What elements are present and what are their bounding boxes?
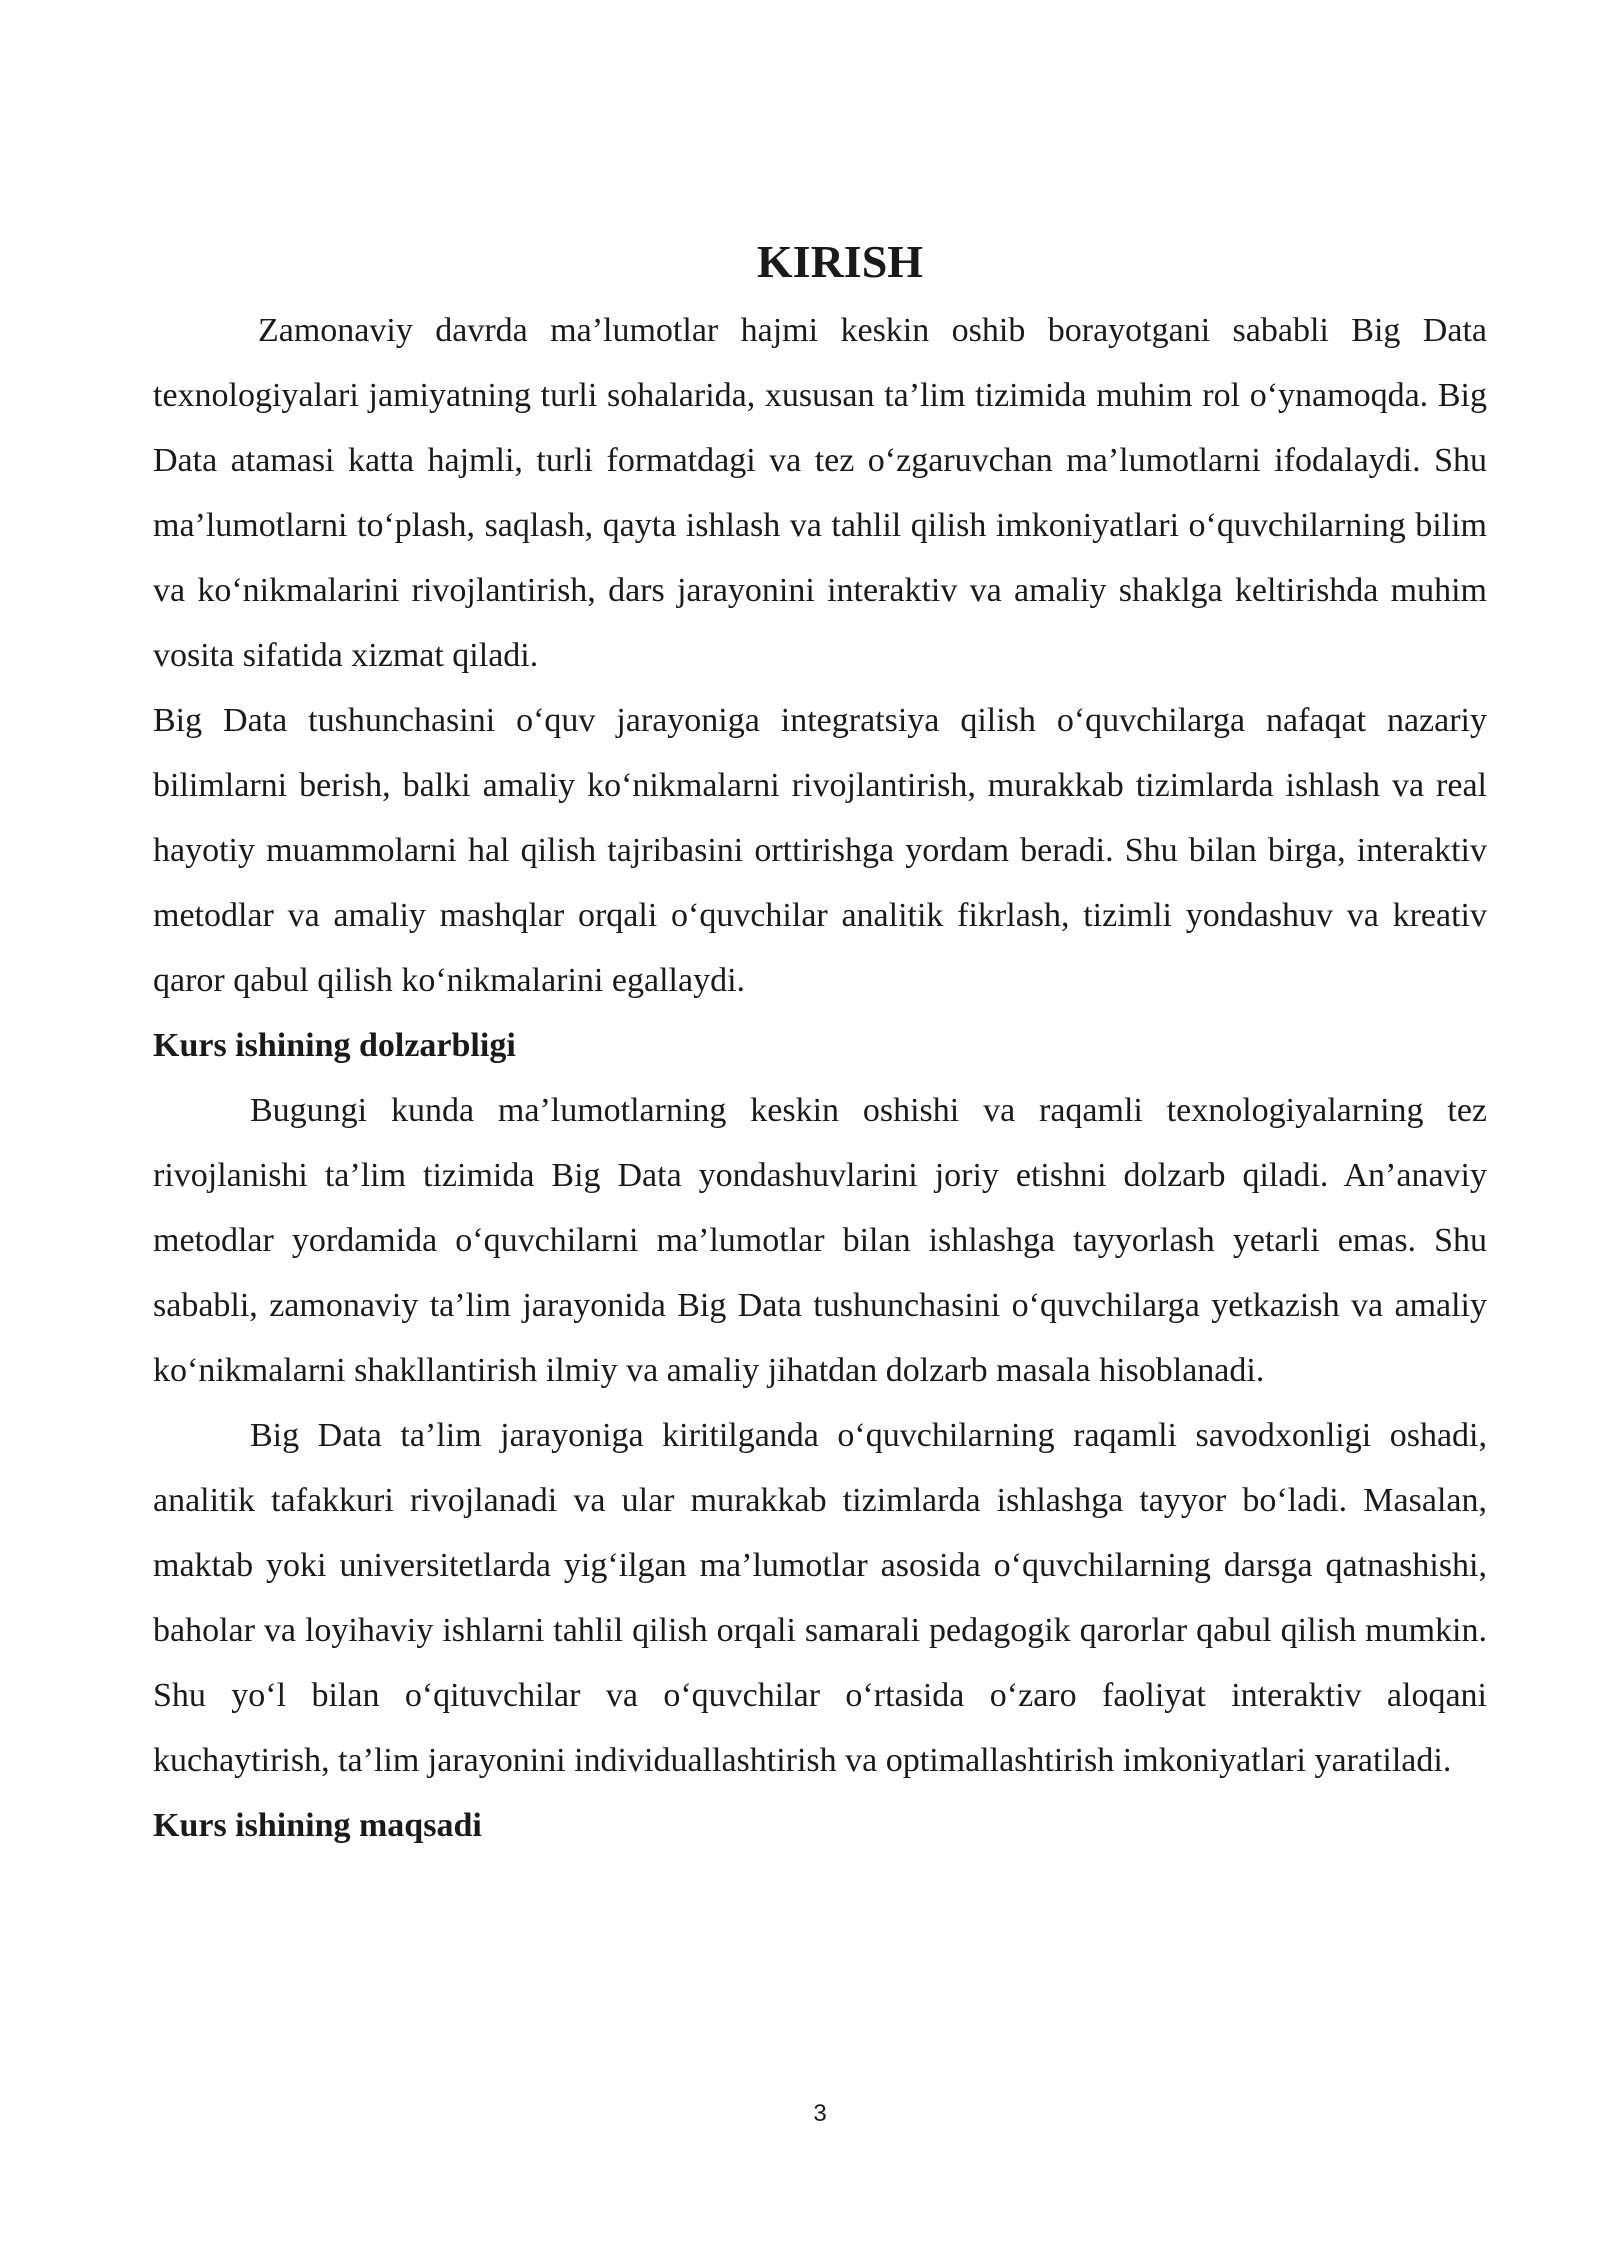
intro-paragraph-1: Zamonaviy davrda ma’lumotlar hajmi keskin oshib borayotgani sababli Big Data texnologiyalari jamiyatning turli sohalarida, xususan ta’lim tizimida muhim rol o‘ynamoqda. Big Data atamasi katta hajmli, turli formatdagi va tez o‘zgaruvchan ma’lumotlarni ifodalaydi. Shu ma’lumotlarni to‘plash, saqlash, qayta ishlash va tahlil qilish imkoniyatlari o‘quvchilarning bilim va ko‘nikmalarini rivojlantirish, dars jarayonini interaktiv va amaliy shaklga keltirishda muhim vosita sifatida xizmat qiladi. [153,312,1487,674]
page-title: KIRISH [756,236,924,287]
section-heading-goal: Kurs ishining maqsadi [153,1807,482,1844]
document-page [153,232,1487,1858]
intro-paragraph-2: Big Data tushunchasini o‘quv jarayoniga integratsiya qilish o‘quvchilarga nafaqat nazariy bilimlarni berish, balki amaliy ko‘nikmalarni rivojlantirish, murakkab tizimlarda ishlash va real hayotiy muammolarni hal qilish tajribasini orttirishga yordam beradi. Shu bilan birga, interaktiv metodlar va amaliy mashqlar orqali o‘quvchilar analitik fikrlash, tizimli yondashuv va kreativ qaror qabul qilish ko‘nikmalarini egallaydi. [153,702,1487,999]
page-number: 3 [813,2100,827,2127]
relevance-paragraph-2: Big Data ta’lim jarayoniga kiritilganda o‘quvchilarning raqamli savodxonligi oshadi, analitik tafakkuri rivojlanadi va ular murakkab tizimlarda ishlashga tayyor bo‘ladi. Masalan, maktab yoki universitetlarda yig‘ilgan ma’lumotlar asosida o‘quvchilarning darsga qatnashishi, baholar va loyihaviy ishlarni tahlil qilish orqali samarali pedagogik qarorlar qabul qilish mumkin. Shu yo‘l bilan o‘qituvchilar va o‘quvchilar o‘rtasida o‘zaro faoliyat interaktiv aloqani kuchaytirish, ta’lim jarayonini individuallashtirish va optimallashtirish imkoniyatlari yaratiladi. [153,1417,1487,1779]
relevance-paragraph-1: Bugungi kunda ma’lumotlarning keskin oshishi va raqamli texnologiyalarning tez rivojlanishi ta’lim tizimida Big Data yondashuvlarini joriy etishni dolzarb qiladi. An’anaviy metodlar yordamida o‘quvchilarni ma’lumotlar bilan ishlashga tayyorlash yetarli emas. Shu sababli, zamonaviy ta’lim jarayonida Big Data tushunchasini o‘quvchilarga yetkazish va amaliy ko‘nikmalarni shakllantirish ilmiy va amaliy jihatdan dolzarb masala hisoblanadi. [153,1092,1487,1389]
section-heading-relevance: Kurs ishining dolzarbligi [153,1027,516,1064]
